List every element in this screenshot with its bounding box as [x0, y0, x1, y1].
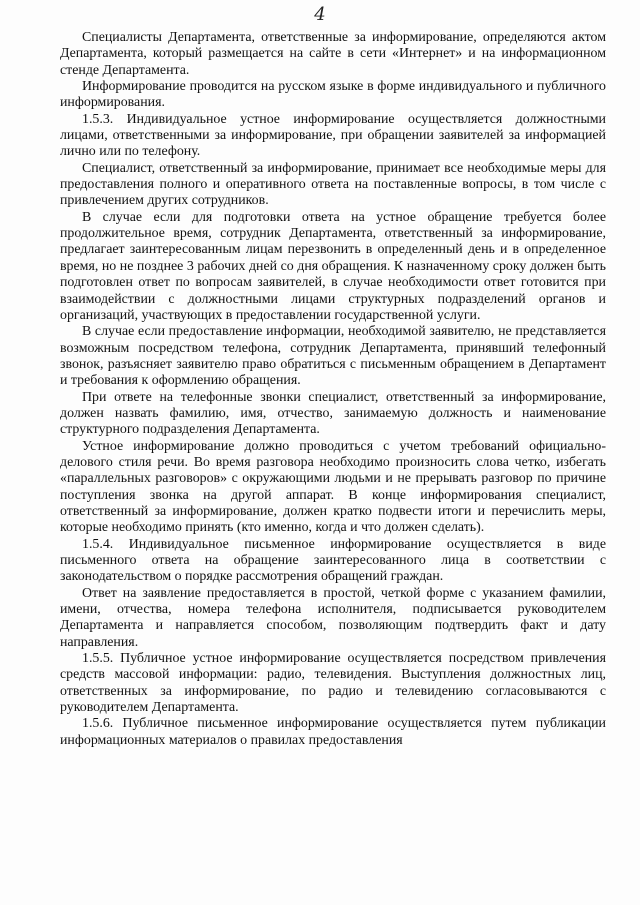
paragraph: Специалист, ответственный за информирование, принимает все необходимые меры для предоставления полного и оперативного ответа на поставленные вопросы, в том числе с привлечением других сотрудников.	[60, 160, 606, 209]
paragraph: 1.5.3. Индивидуальное устное информирование осуществляется должностными лицами, ответственными за информирование, при обращении заявителей за информацией лично или по телефону.	[60, 111, 606, 160]
paragraph: Устное информирование должно проводиться с учетом требований официально-делового стиля речи. Во время разговора необходимо произносить слова четко, избегать «параллельных разговоров» с окружающими людьми и не прерывать разговор по причине поступления звонка на другой аппарат. В конце информирования специалист, ответственный за информирование, должен кратко подвести итоги и перечислить меры, которые необходимо принять (кто именно, когда и что должен сделать).	[60, 438, 606, 536]
page-number: 4	[314, 4, 326, 25]
paragraph: В случае если предоставление информации, необходимой заявителю, не представляется возможным посредством телефона, сотрудник Департамента, принявший телефонный звонок, разъясняет заявителю право обратиться с письменным обращением в Департамент и требования к оформлению обращения.	[60, 324, 606, 389]
paragraph: 1.5.4. Индивидуальное письменное информирование осуществляется в виде письменного ответа на обращение заинтересованного лица в соответствии с законодательством о порядке рассмотрения обращений граждан.	[60, 536, 606, 585]
paragraph: При ответе на телефонные звонки специалист, ответственный за информирование, должен назвать фамилию, имя, отчество, занимаемую должность и наименование структурного подразделения Департамента.	[60, 389, 606, 438]
paragraph: 1.5.5. Публичное устное информирование осуществляется посредством привлечения средств массовой информации: радио, телевидения. Выступления должностных лиц, ответственных за информирование, по радио и телевидению согласовываются с руководителем Департамента.	[60, 651, 606, 716]
document-body	[60, 30, 606, 749]
paragraph: Специалисты Департамента, ответственные за информирование, определяются актом Департамента, который размещается на сайте в сети «Интернет» и на информационном стенде Департамента.	[60, 30, 606, 78]
paragraph: 1.5.6. Публичное письменное информирование осуществляется путем публикации информационных материалов о правилах предоставления	[60, 716, 606, 748]
paragraph: Ответ на заявление предоставляется в простой, четкой форме с указанием фамилии, имени, отчества, номера телефона исполнителя, подписывается руководителем Департамента и направляется способом, позволяющим подтвердить факт и дату направления.	[60, 585, 606, 650]
paragraph: Информирование проводится на русском языке в форме индивидуального и публичного информирования.	[60, 79, 606, 111]
paragraph: В случае если для подготовки ответа на устное обращение требуется более продолжительное время, сотрудник Департамента, ответственный за информирование, предлагает заинтересованным лицам перезвонить в определенный день и в определенное время, но не позднее 3 рабочих дней со дня обращения. К назначенному сроку должен быть подготовлен ответ по вопросам заявителей, в случае необходимости ответ готовится при взаимодействии с должностными лицами структурных подразделений органов и организаций, участвующих в предоставлении государственной услуги.	[60, 209, 606, 323]
